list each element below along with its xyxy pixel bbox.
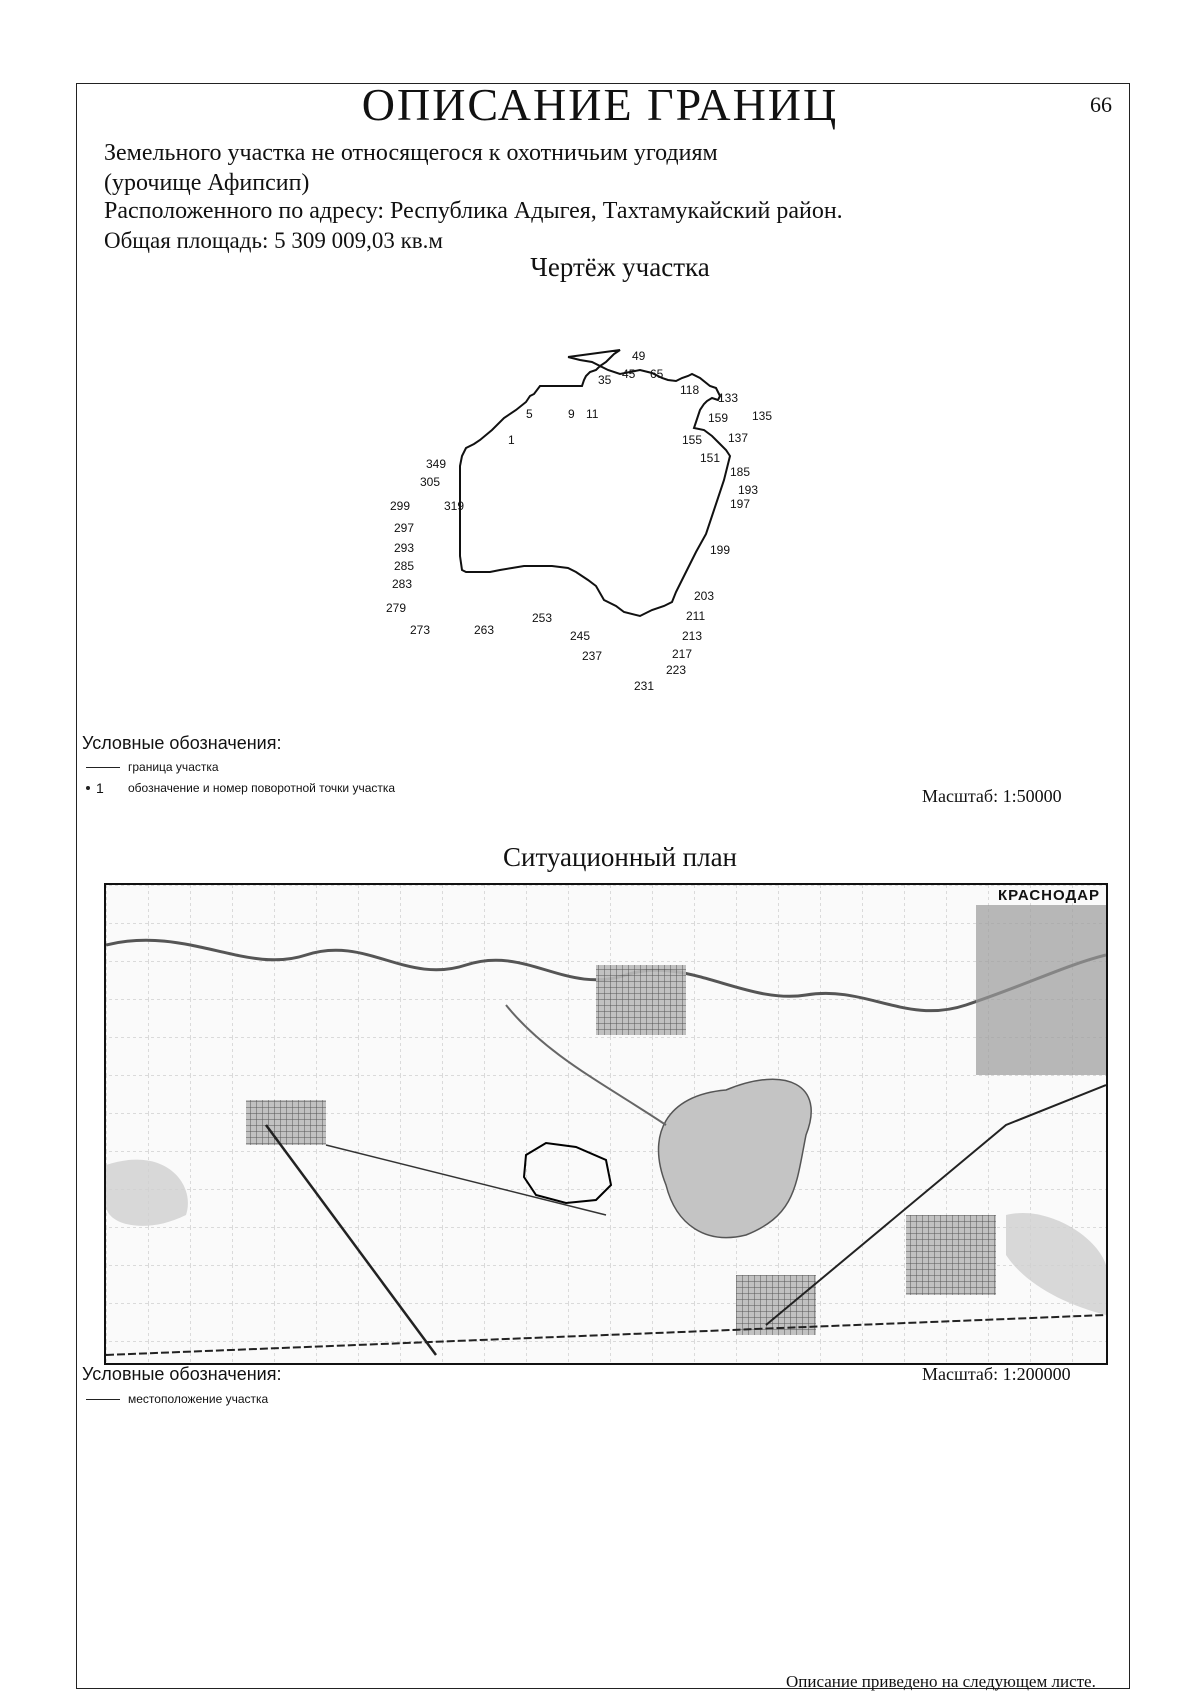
point-label: 185 bbox=[730, 465, 751, 479]
plot-point-labels bbox=[380, 340, 840, 720]
urban-area bbox=[736, 1275, 816, 1335]
point-label: 118 bbox=[680, 383, 700, 397]
point-label: 199 bbox=[710, 543, 731, 557]
plot-drawing-heading: Чертёж участка bbox=[530, 252, 710, 282]
legend-point-row bbox=[86, 780, 395, 796]
point-label: 5 bbox=[526, 407, 533, 421]
point-label: 223 bbox=[666, 663, 687, 677]
point-label: 9 bbox=[568, 407, 575, 421]
footer-note: Описание приведено на следующем листе. bbox=[786, 1672, 1096, 1691]
point-label: 245 bbox=[570, 629, 591, 643]
point-label: 159 bbox=[708, 411, 729, 425]
map-scale: Масштаб: 1:200000 bbox=[922, 1364, 1071, 1384]
point-label: 349 bbox=[426, 457, 447, 471]
point-label: 293 bbox=[394, 541, 415, 555]
urban-area bbox=[976, 905, 1106, 1075]
legend-location-label: местоположение участка bbox=[128, 1392, 269, 1406]
point-label: 203 bbox=[694, 589, 715, 603]
plot-legend-title: Условные обозначения: bbox=[82, 733, 282, 753]
point-label: 273 bbox=[410, 623, 431, 637]
info-line-3: Расположенного по адресу: Республика Адыгея, Тахтамукайский район. bbox=[104, 198, 843, 224]
legend-location-row bbox=[86, 1392, 268, 1406]
document-title: ОПИСАНИЕ ГРАНИЦ bbox=[361, 79, 839, 130]
point-label: 49 bbox=[632, 349, 646, 363]
info-line-1: Земельного участка не относящегося к охотничьим угодиям bbox=[104, 140, 718, 166]
legend-boundary-row bbox=[86, 760, 219, 774]
point-label: 137 bbox=[728, 431, 749, 445]
info-line-2: (урочище Афипсип) bbox=[104, 170, 310, 196]
point-label: 135 bbox=[752, 409, 773, 423]
point-label: 11 bbox=[586, 407, 599, 421]
map-legend-title: Условные обозначения: bbox=[82, 1364, 282, 1384]
situation-map bbox=[104, 883, 1108, 1365]
turning-point-symbol: 1 bbox=[86, 780, 120, 796]
point-label: 217 bbox=[672, 647, 693, 661]
point-label: 155 bbox=[682, 433, 703, 447]
location-line-symbol bbox=[86, 1399, 120, 1400]
point-label: 197 bbox=[730, 497, 751, 511]
urban-area bbox=[906, 1215, 996, 1295]
legend-boundary-label: граница участка bbox=[128, 760, 219, 774]
situation-plan-heading: Ситуационный план bbox=[502, 842, 738, 872]
point-label: 305 bbox=[420, 475, 441, 489]
point-label: 45 bbox=[622, 367, 636, 381]
point-label: 213 bbox=[682, 629, 703, 643]
city-label: КРАСНОДАР bbox=[998, 887, 1100, 904]
point-label: 283 bbox=[392, 577, 413, 591]
urban-area bbox=[246, 1100, 326, 1145]
plot-scale: Масштаб: 1:50000 bbox=[922, 786, 1062, 806]
point-label: 35 bbox=[598, 373, 612, 387]
point-label: 263 bbox=[474, 623, 495, 637]
page-number: 66 bbox=[1090, 92, 1112, 117]
point-label: 211 bbox=[686, 609, 706, 623]
point-label: 65 bbox=[650, 367, 664, 381]
point-label: 133 bbox=[718, 391, 739, 405]
point-label: 253 bbox=[532, 611, 553, 625]
point-label: 193 bbox=[738, 483, 759, 497]
point-label: 297 bbox=[394, 521, 415, 535]
point-label: 299 bbox=[390, 499, 411, 513]
point-label: 279 bbox=[386, 601, 407, 615]
point-label: 319 bbox=[444, 499, 465, 513]
urban-area bbox=[596, 965, 686, 1035]
point-label: 237 bbox=[582, 649, 603, 663]
map-graphic bbox=[106, 885, 1106, 1363]
boundary-line-symbol bbox=[86, 767, 120, 768]
legend-point-label: обозначение и номер поворотной точки участка bbox=[128, 781, 396, 795]
point-label: 285 bbox=[394, 559, 415, 573]
total-area: Общая площадь: 5 309 009,03 кв.м bbox=[104, 228, 443, 253]
point-label: 231 bbox=[634, 679, 655, 693]
point-label: 1 bbox=[508, 433, 515, 447]
point-label: 151 bbox=[700, 451, 721, 465]
